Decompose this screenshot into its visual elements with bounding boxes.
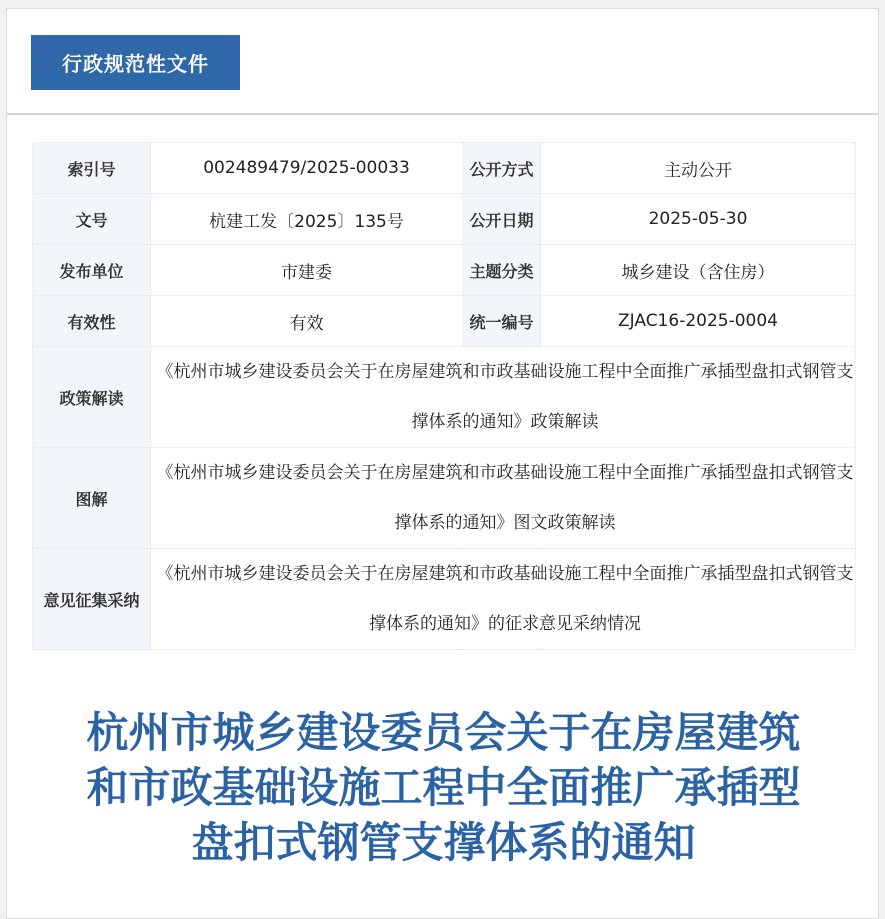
header-bar	[7, 9, 878, 115]
meta-row-index	[33, 143, 856, 194]
feedback-adoption-label: 意见征集采纳	[33, 549, 151, 650]
link-row-policy-interpretation	[33, 347, 856, 448]
unified-number-value: ZJAC16-2025-0004	[541, 296, 856, 347]
doc-number-label: 文号	[33, 194, 151, 245]
publish-date-value: 2025-05-30	[541, 194, 856, 245]
disclosure-method-label: 公开方式	[463, 143, 541, 194]
illustration-link[interactable]: 《杭州市城乡建设委员会关于在房屋建筑和市政基础设施工程中全面推广承插型盘扣式钢管支撑体系的通知》图文政策解读	[151, 448, 856, 549]
publisher-value: 市建委	[151, 245, 463, 296]
illustration-label: 图解	[33, 448, 151, 549]
doc-number-value: 杭建工发〔2025〕135号	[151, 194, 463, 245]
policy-interpretation-link[interactable]: 《杭州市城乡建设委员会关于在房屋建筑和市政基础设施工程中全面推广承插型盘扣式钢管支撑体系的通知》政策解读	[151, 347, 856, 448]
unified-number-label: 统一编号	[463, 296, 541, 347]
validity-label: 有效性	[33, 296, 151, 347]
document-info-table	[32, 142, 856, 650]
index-number-value: 002489479/2025-00033	[151, 143, 463, 194]
publish-date-label: 公开日期	[463, 194, 541, 245]
link-row-illustration	[33, 448, 856, 549]
document-type-badge: 行政规范性文件	[31, 35, 240, 90]
policy-interpretation-label: 政策解读	[33, 347, 151, 448]
link-row-feedback-adoption	[33, 549, 856, 650]
feedback-adoption-link[interactable]: 《杭州市城乡建设委员会关于在房屋建筑和市政基础设施工程中全面推广承插型盘扣式钢管支撑体系的通知》的征求意见采纳情况	[151, 549, 856, 650]
disclosure-method-value: 主动公开	[541, 143, 856, 194]
topic-category-value: 城乡建设（含住房）	[541, 245, 856, 296]
meta-row-publisher	[33, 245, 856, 296]
validity-value: 有效	[151, 296, 463, 347]
document-title: 杭州市城乡建设委员会关于在房屋建筑和市政基础设施工程中全面推广承插型盘扣式钢管支撑体系的通知	[86, 708, 801, 867]
publisher-label: 发布单位	[33, 245, 151, 296]
topic-category-label: 主题分类	[463, 245, 541, 296]
meta-row-validity	[33, 296, 856, 347]
meta-row-doc-number	[33, 194, 856, 245]
index-number-label: 索引号	[33, 143, 151, 194]
page-frame	[6, 8, 879, 919]
